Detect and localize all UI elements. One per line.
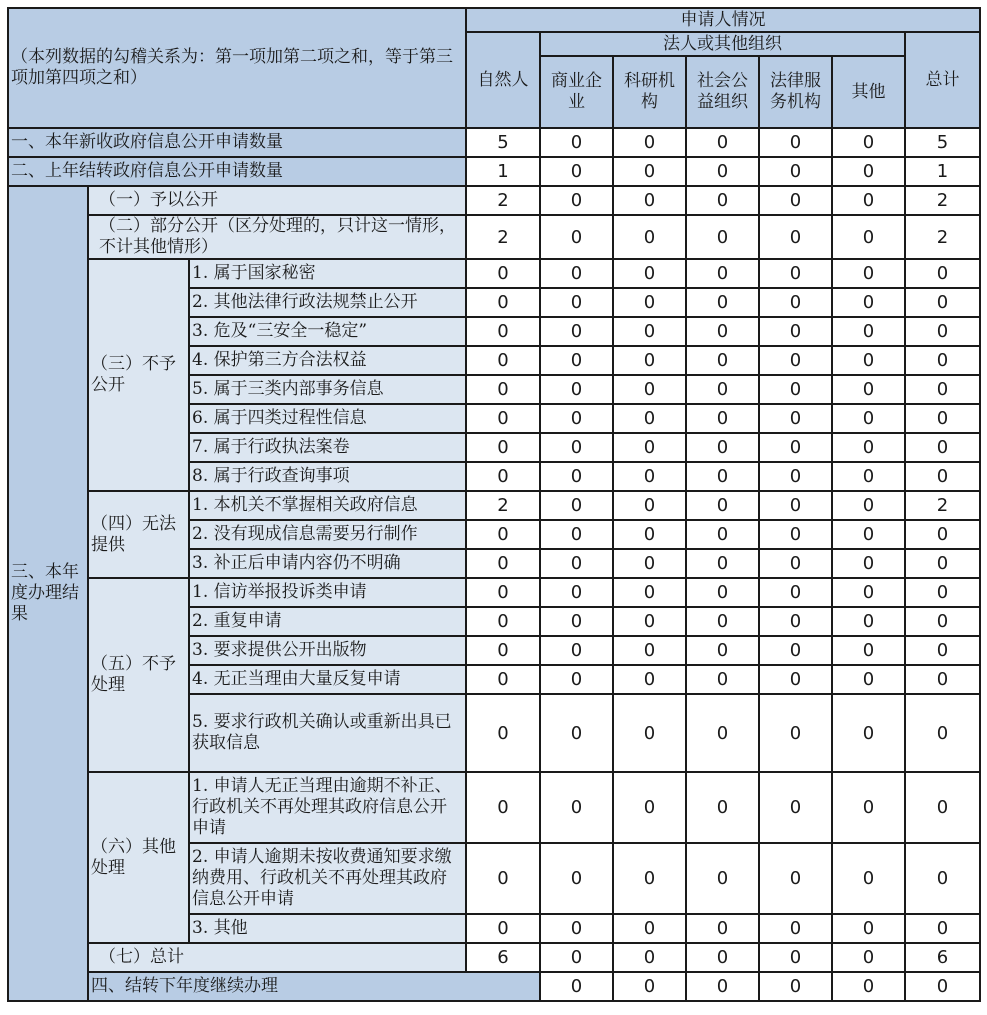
- cell-commercial: 0: [540, 843, 613, 914]
- col-public-welfare: 社会公益组织: [686, 56, 759, 128]
- cell-research: 0: [613, 549, 686, 578]
- cell-commercial: 0: [540, 317, 613, 346]
- cell-other: 0: [832, 317, 905, 346]
- item-label: 3. 补正后申请内容仍不明确: [189, 549, 466, 578]
- cell-public-welfare: 0: [686, 317, 759, 346]
- applicant-situation-header: 申请人情况: [466, 8, 980, 32]
- cell-public-welfare: 0: [686, 128, 759, 157]
- cell-research: 0: [613, 607, 686, 636]
- cell-natural-person: 0: [466, 772, 540, 843]
- cell-total: 0: [905, 694, 980, 772]
- cell-natural-person: 0: [466, 404, 540, 433]
- cell-legal-service: 0: [759, 375, 832, 404]
- cell-research: 0: [613, 636, 686, 665]
- cell-total: 6: [905, 943, 980, 972]
- cell-research: 0: [613, 772, 686, 843]
- cell-natural-person: 0: [466, 375, 540, 404]
- legal-org-header: 法人或其他组织: [540, 32, 905, 56]
- cell-total: 0: [905, 404, 980, 433]
- cell-public-welfare: 0: [686, 549, 759, 578]
- cell-legal-service: 0: [759, 215, 832, 259]
- cell-other: 0: [832, 186, 905, 215]
- item-label: 2. 其他法律行政法规禁止公开: [189, 288, 466, 317]
- cell-natural-person: 0: [466, 259, 540, 288]
- cell-legal-service: 0: [759, 943, 832, 972]
- cell-public-welfare: 0: [686, 375, 759, 404]
- item-label: 1. 信访举报投诉类申请: [189, 578, 466, 607]
- cell-natural-person: 0: [466, 843, 540, 914]
- cell-total: 1: [905, 157, 980, 186]
- cell-natural-person: 0: [466, 288, 540, 317]
- cell-natural-person: 0: [466, 607, 540, 636]
- group-label-other-processing: （六）其他处理: [88, 772, 189, 943]
- total-header: 总计: [905, 32, 980, 128]
- cell-commercial: 0: [540, 128, 613, 157]
- cell-research: 0: [613, 694, 686, 772]
- row-label-disclosed: （一）予以公开: [88, 186, 466, 215]
- table-row: [8, 972, 980, 1001]
- cell-natural-person: 0: [466, 346, 540, 375]
- cell-total: 0: [905, 317, 980, 346]
- item-label: 8. 属于行政查询事项: [189, 462, 466, 491]
- item-label: 3. 要求提供公开出版物: [189, 636, 466, 665]
- cell-total: 2: [905, 186, 980, 215]
- item-label: 1. 申请人无正当理由逾期不补正、行政机关不再处理其政府信息公开申请: [189, 772, 466, 843]
- cell-total: 2: [905, 491, 980, 520]
- cell-natural-person: 2: [466, 186, 540, 215]
- cell-other: 0: [832, 128, 905, 157]
- cell-public-welfare: 0: [686, 578, 759, 607]
- cell-other: 0: [832, 607, 905, 636]
- cell-public-welfare: 0: [759, 972, 832, 1001]
- cell-research: 0: [613, 843, 686, 914]
- cell-other: 0: [832, 943, 905, 972]
- cell-other: 0: [832, 636, 905, 665]
- cell-research: 0: [613, 128, 686, 157]
- cell-other: 0: [832, 288, 905, 317]
- cell-legal-service: 0: [759, 491, 832, 520]
- cell-public-welfare: 0: [686, 186, 759, 215]
- cell-public-welfare: 0: [686, 491, 759, 520]
- cell-commercial: 0: [540, 186, 613, 215]
- cell-commercial: 0: [540, 157, 613, 186]
- cell-public-welfare: 0: [686, 157, 759, 186]
- cell-public-welfare: 0: [686, 943, 759, 972]
- cell-total: 0: [905, 375, 980, 404]
- table-row: [8, 772, 980, 843]
- cell-legal-service: 0: [759, 694, 832, 772]
- cell-other: 0: [832, 665, 905, 694]
- cell-other: 0: [832, 491, 905, 520]
- item-label: 5. 属于三类内部事务信息: [189, 375, 466, 404]
- cell-other: 0: [832, 578, 905, 607]
- cell-total: 0: [905, 346, 980, 375]
- cell-total: 0: [905, 259, 980, 288]
- row-label-carry-forward: 四、结转下年度继续办理: [88, 972, 540, 1001]
- cell-other: 0: [832, 520, 905, 549]
- cell-total: 0: [905, 578, 980, 607]
- cell-public-welfare: 0: [686, 215, 759, 259]
- item-label: 2. 重复申请: [189, 607, 466, 636]
- cell-public-welfare: 0: [686, 636, 759, 665]
- table-row: [8, 578, 980, 607]
- cell-natural-person: 0: [466, 665, 540, 694]
- cell-research: 0: [613, 186, 686, 215]
- cell-other: 0: [832, 462, 905, 491]
- cell-natural-person: 0: [466, 433, 540, 462]
- cell-natural-person: 0: [466, 578, 540, 607]
- cell-other: 0: [832, 694, 905, 772]
- cell-legal-service: 0: [759, 157, 832, 186]
- table-row: [8, 186, 980, 215]
- cell-commercial: 0: [540, 375, 613, 404]
- cell-legal-service: 0: [759, 186, 832, 215]
- cell-legal-service: 0: [759, 578, 832, 607]
- cell-natural-person: 1: [466, 157, 540, 186]
- cell-legal-service: 0: [759, 607, 832, 636]
- cell-public-welfare: 0: [686, 288, 759, 317]
- cell-natural-person: 0: [466, 317, 540, 346]
- cell-public-welfare: 0: [686, 433, 759, 462]
- col-commercial: 商业企业: [540, 56, 613, 128]
- cell-natural-person: 6: [466, 943, 540, 972]
- cell-legal-service: 0: [759, 259, 832, 288]
- cell-research: 0: [613, 943, 686, 972]
- item-label: 3. 其他: [189, 914, 466, 943]
- cell-research: 0: [613, 665, 686, 694]
- cell-commercial: 0: [613, 972, 686, 1001]
- item-label: 3. 危及“三安全一稳定”: [189, 317, 466, 346]
- cell-public-welfare: 0: [686, 694, 759, 772]
- cell-total: 0: [905, 607, 980, 636]
- cell-other: 0: [832, 215, 905, 259]
- cell-public-welfare: 0: [686, 462, 759, 491]
- cell-other: 0: [832, 375, 905, 404]
- cell-research: 0: [613, 375, 686, 404]
- cell-commercial: 0: [540, 914, 613, 943]
- cell-legal-service: 0: [759, 404, 832, 433]
- cell-natural-person: 0: [466, 914, 540, 943]
- col-legal-service: 法律服务机构: [759, 56, 832, 128]
- table-row: [8, 943, 980, 972]
- relation-note: （本列数据的勾稽关系为：第一项加第二项之和，等于第三项加第四项之和）: [8, 8, 466, 128]
- cell-public-welfare: 0: [686, 914, 759, 943]
- cell-public-welfare: 0: [686, 772, 759, 843]
- cell-natural-person: 0: [540, 972, 613, 1001]
- cell-commercial: 0: [540, 288, 613, 317]
- cell-legal-service: 0: [759, 772, 832, 843]
- item-label: 2. 没有现成信息需要另行制作: [189, 520, 466, 549]
- cell-research: 0: [613, 520, 686, 549]
- cell-total: 2: [905, 215, 980, 259]
- group-label-not-disclosed: （三）不予公开: [88, 259, 189, 491]
- cell-legal-service: 0: [759, 636, 832, 665]
- cell-other: 0: [832, 914, 905, 943]
- cell-natural-person: 0: [466, 520, 540, 549]
- row-label-partially-disclosed: （二）部分公开（区分处理的，只计这一情形，不计其他情形）: [88, 215, 466, 259]
- cell-legal-service: 0: [759, 520, 832, 549]
- cell-legal-service: 0: [759, 462, 832, 491]
- cell-commercial: 0: [540, 694, 613, 772]
- cell-other: 0: [832, 549, 905, 578]
- item-label: 6. 属于四类过程性信息: [189, 404, 466, 433]
- group-label-not-processed: （五）不予处理: [88, 578, 189, 772]
- cell-commercial: 0: [540, 772, 613, 843]
- cell-public-welfare: 0: [686, 607, 759, 636]
- cell-total: 0: [905, 914, 980, 943]
- item-label: 7. 属于行政执法案卷: [189, 433, 466, 462]
- cell-natural-person: 2: [466, 215, 540, 259]
- cell-total: 0: [905, 665, 980, 694]
- cell-legal-service: 0: [759, 288, 832, 317]
- cell-other: 0: [832, 404, 905, 433]
- cell-research: 0: [613, 157, 686, 186]
- table-row: [8, 259, 980, 288]
- cell-other: 0: [832, 843, 905, 914]
- cell-total: 0: [905, 549, 980, 578]
- cell-public-welfare: 0: [686, 346, 759, 375]
- cell-research: 0: [613, 433, 686, 462]
- header-row-1: [8, 8, 980, 32]
- table-row: [8, 128, 980, 157]
- cell-legal-service: 0: [759, 346, 832, 375]
- cell-research: 0: [613, 215, 686, 259]
- cell-legal-service: 0: [759, 317, 832, 346]
- cell-total: 0: [905, 772, 980, 843]
- cell-research: 0: [613, 491, 686, 520]
- cell-public-welfare: 0: [686, 404, 759, 433]
- cell-total: 0: [905, 462, 980, 491]
- cell-legal-service: 0: [759, 128, 832, 157]
- cell-commercial: 0: [540, 520, 613, 549]
- cell-other: 0: [832, 157, 905, 186]
- natural-person-header: 自然人: [466, 32, 540, 128]
- cell-natural-person: 0: [466, 549, 540, 578]
- table-row: [8, 157, 980, 186]
- cell-research: 0: [613, 317, 686, 346]
- item-label: 4. 无正当理由大量反复申请: [189, 665, 466, 694]
- cell-research: 0: [613, 404, 686, 433]
- cell-legal-service: 0: [759, 843, 832, 914]
- table-row: [8, 215, 980, 259]
- report-table-container: [7, 7, 981, 1002]
- cell-public-welfare: 0: [686, 259, 759, 288]
- cell-public-welfare: 0: [686, 520, 759, 549]
- cell-other: 0: [832, 259, 905, 288]
- table-row: [8, 491, 980, 520]
- cell-natural-person: 0: [466, 462, 540, 491]
- row-label-carried-over: 二、上年结转政府信息公开申请数量: [8, 157, 466, 186]
- row-label-total: （七）总计: [88, 943, 466, 972]
- cell-commercial: 0: [540, 607, 613, 636]
- cell-other: 0: [832, 433, 905, 462]
- cell-total: 0: [905, 636, 980, 665]
- cell-other: 0: [832, 346, 905, 375]
- cell-research: 0: [613, 288, 686, 317]
- cell-research: 0: [613, 346, 686, 375]
- cell-other: 0: [905, 972, 980, 1001]
- cell-legal-service: 0: [759, 549, 832, 578]
- cell-commercial: 0: [540, 491, 613, 520]
- cell-commercial: 0: [540, 549, 613, 578]
- section3-label: 三、本年度办理结果: [8, 186, 88, 1001]
- cell-commercial: 0: [540, 259, 613, 288]
- group-label-unable-to-provide: （四）无法提供: [88, 491, 189, 578]
- cell-commercial: 0: [540, 346, 613, 375]
- cell-commercial: 0: [540, 943, 613, 972]
- gov-info-disclosure-table: [7, 7, 981, 1002]
- cell-total: 0: [905, 433, 980, 462]
- item-label: 2. 申请人逾期未按收费通知要求缴纳费用、行政机关不再处理其政府信息公开申请: [189, 843, 466, 914]
- cell-legal-service: 0: [759, 665, 832, 694]
- cell-commercial: 0: [540, 462, 613, 491]
- col-research: 科研机构: [613, 56, 686, 128]
- cell-public-welfare: 0: [686, 843, 759, 914]
- item-label: 1. 属于国家秘密: [189, 259, 466, 288]
- cell-legal-service: 0: [832, 972, 905, 1001]
- row-label-new-requests: 一、本年新收政府信息公开申请数量: [8, 128, 466, 157]
- cell-research: 0: [613, 462, 686, 491]
- cell-total: 5: [905, 128, 980, 157]
- cell-natural-person: 5: [466, 128, 540, 157]
- cell-commercial: 0: [540, 665, 613, 694]
- cell-natural-person: 0: [466, 694, 540, 772]
- cell-total: 0: [905, 843, 980, 914]
- cell-research: 0: [613, 578, 686, 607]
- cell-commercial: 0: [540, 404, 613, 433]
- item-label: 1. 本机关不掌握相关政府信息: [189, 491, 466, 520]
- cell-legal-service: 0: [759, 914, 832, 943]
- cell-natural-person: 2: [466, 491, 540, 520]
- cell-legal-service: 0: [759, 433, 832, 462]
- cell-other: 0: [832, 772, 905, 843]
- cell-research: 0: [613, 259, 686, 288]
- col-other: 其他: [832, 56, 905, 128]
- cell-commercial: 0: [540, 433, 613, 462]
- cell-commercial: 0: [540, 578, 613, 607]
- item-label: 5. 要求行政机关确认或重新出具已获取信息: [189, 694, 466, 772]
- cell-public-welfare: 0: [686, 665, 759, 694]
- cell-total: 0: [905, 520, 980, 549]
- cell-research: 0: [613, 914, 686, 943]
- cell-natural-person: 0: [466, 636, 540, 665]
- cell-commercial: 0: [540, 636, 613, 665]
- cell-commercial: 0: [540, 215, 613, 259]
- cell-total: 0: [905, 288, 980, 317]
- item-label: 4. 保护第三方合法权益: [189, 346, 466, 375]
- cell-research: 0: [686, 972, 759, 1001]
